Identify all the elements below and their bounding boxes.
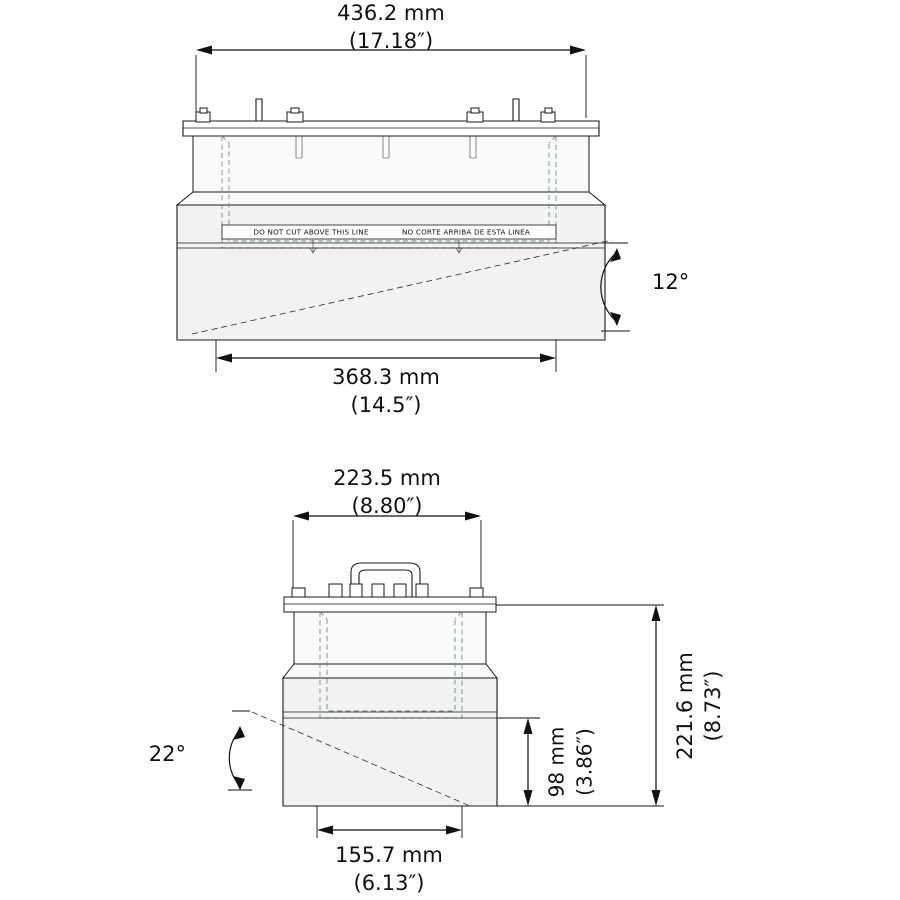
end-overall-height-dimension: [496, 605, 725, 806]
end-bottom-dim-imperial: (6.13″): [353, 871, 425, 895]
end-handle-and-vents: [292, 563, 483, 597]
warning-text-en: DO NOT CUT ABOVE THIS LINE: [253, 227, 369, 237]
side-top-dim-imperial: (17.18″): [348, 29, 434, 53]
side-case-shoulder: [177, 192, 605, 205]
end-cover-block: [294, 612, 486, 664]
side-view: [177, 1, 689, 417]
end-view-top-dimension: [293, 466, 481, 592]
warning-text-es: NO CORTE ARRIBA DE ESTA LINEA: [401, 227, 531, 237]
side-view-angle: [601, 243, 689, 331]
end-view-angle: [149, 711, 252, 790]
side-bottom-dim-metric: 368.3 mm: [332, 365, 440, 389]
end-top-dim-metric: 223.5 mm: [333, 466, 441, 490]
end-top-dim-imperial: (8.80″): [351, 494, 423, 518]
end-inner-height-dimension: [497, 718, 597, 806]
end-inner-height-imperial: (3.86″): [572, 728, 597, 796]
end-case-body: [283, 678, 497, 806]
side-cover-block: [193, 136, 589, 192]
side-bottom-dim-imperial: (14.5″): [350, 393, 422, 417]
end-cover-flange: [284, 597, 496, 612]
end-angle-label: 22°: [148, 742, 186, 766]
side-view-bottom-dimension: [216, 340, 556, 417]
end-height-metric: 221.6 mm: [673, 652, 697, 760]
side-top-dim-metric: 436.2 mm: [337, 1, 445, 25]
side-angle-label: 12°: [652, 270, 690, 294]
end-bottom-dim-metric: 155.7 mm: [335, 843, 443, 867]
end-view: [149, 466, 725, 895]
end-view-bottom-dimension: [317, 806, 462, 895]
end-inner-height-metric: 98 mm: [544, 726, 569, 798]
end-case-shoulder: [283, 664, 497, 678]
side-cover-flange: [183, 121, 599, 136]
end-height-imperial: (8.73″): [701, 670, 725, 742]
side-view-top-dimension: [196, 1, 586, 118]
